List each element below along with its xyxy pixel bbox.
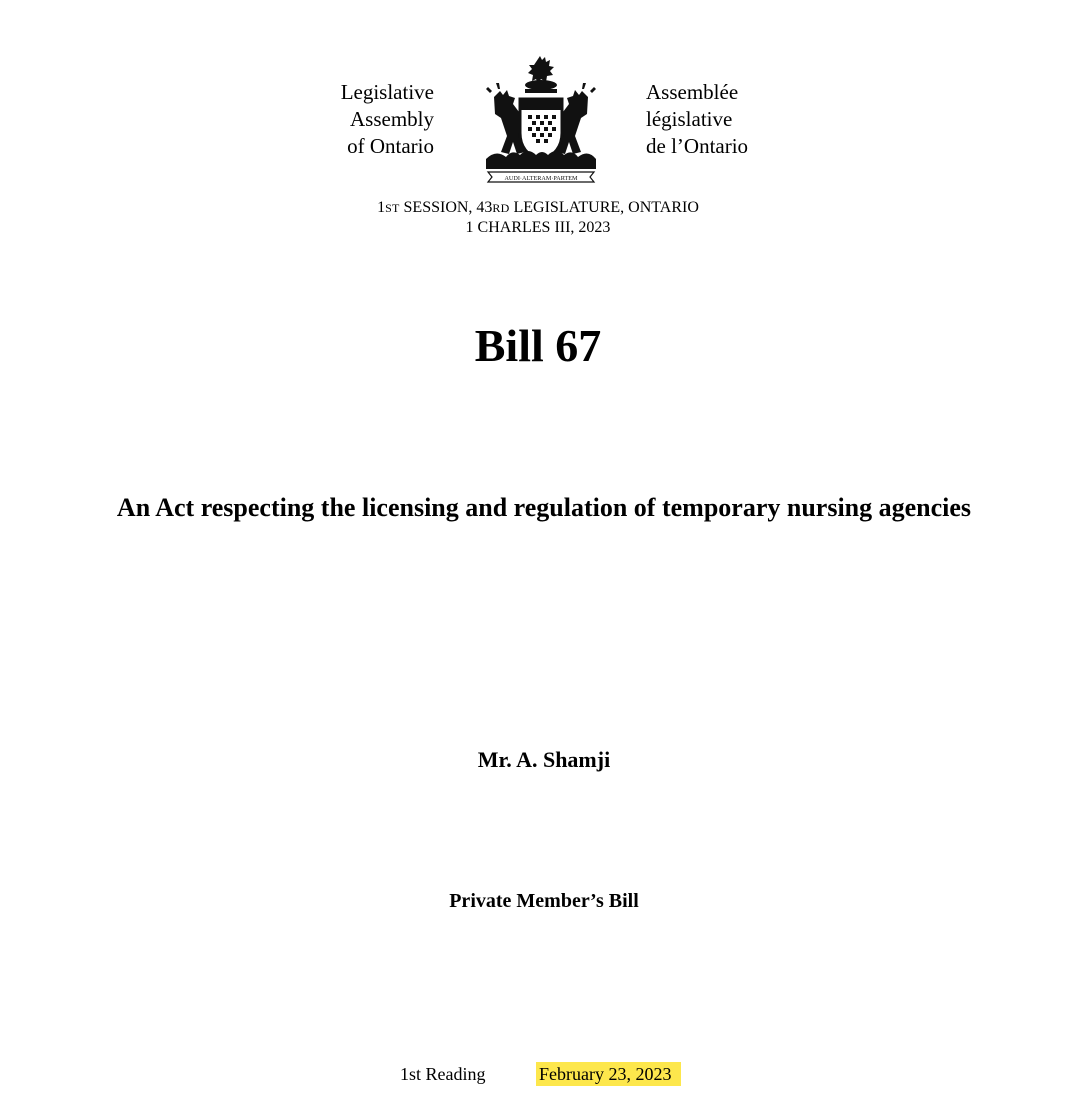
assembly-name-french [646,79,806,160]
assembly-fr-line-3: de l’Ontario [646,134,749,158]
reading-label: 1st Reading [400,1064,486,1084]
crest-motto: AUDI·ALTERAM·PARTEM [504,175,578,182]
session-text: SESSION, 43 [399,199,493,216]
session-line [0,198,1076,218]
session-ordinal-suffix: ST [385,201,400,215]
assembly-fr-line-2: législative [646,107,733,131]
session-number: 1 [377,199,386,216]
assembly-en-line-2: Assembly [350,107,434,131]
ontario-coat-of-arms-icon [480,55,602,189]
assembly-en-line-3: of Ontario [347,134,434,158]
legislature-text: LEGISLATURE, ONTARIO [509,199,699,216]
bill-title: Bill 67 [474,320,602,371]
act-title: An Act respecting the licensing and regulation of temporary nursing agencies [116,493,972,522]
bill-sponsor: Mr. A. Shamji [477,747,611,772]
assembly-en-line-1: Legislative [340,80,434,104]
assembly-name-english [300,79,434,160]
legislature-ordinal-suffix: RD [492,201,510,215]
reading-date-highlighted: February 23, 2023 [536,1062,681,1086]
assembly-fr-line-1: Assemblée [646,80,739,104]
bill-type: Private Member’s Bill [449,890,639,912]
regnal-year-line: 1 CHARLES III, 2023 [465,219,611,236]
